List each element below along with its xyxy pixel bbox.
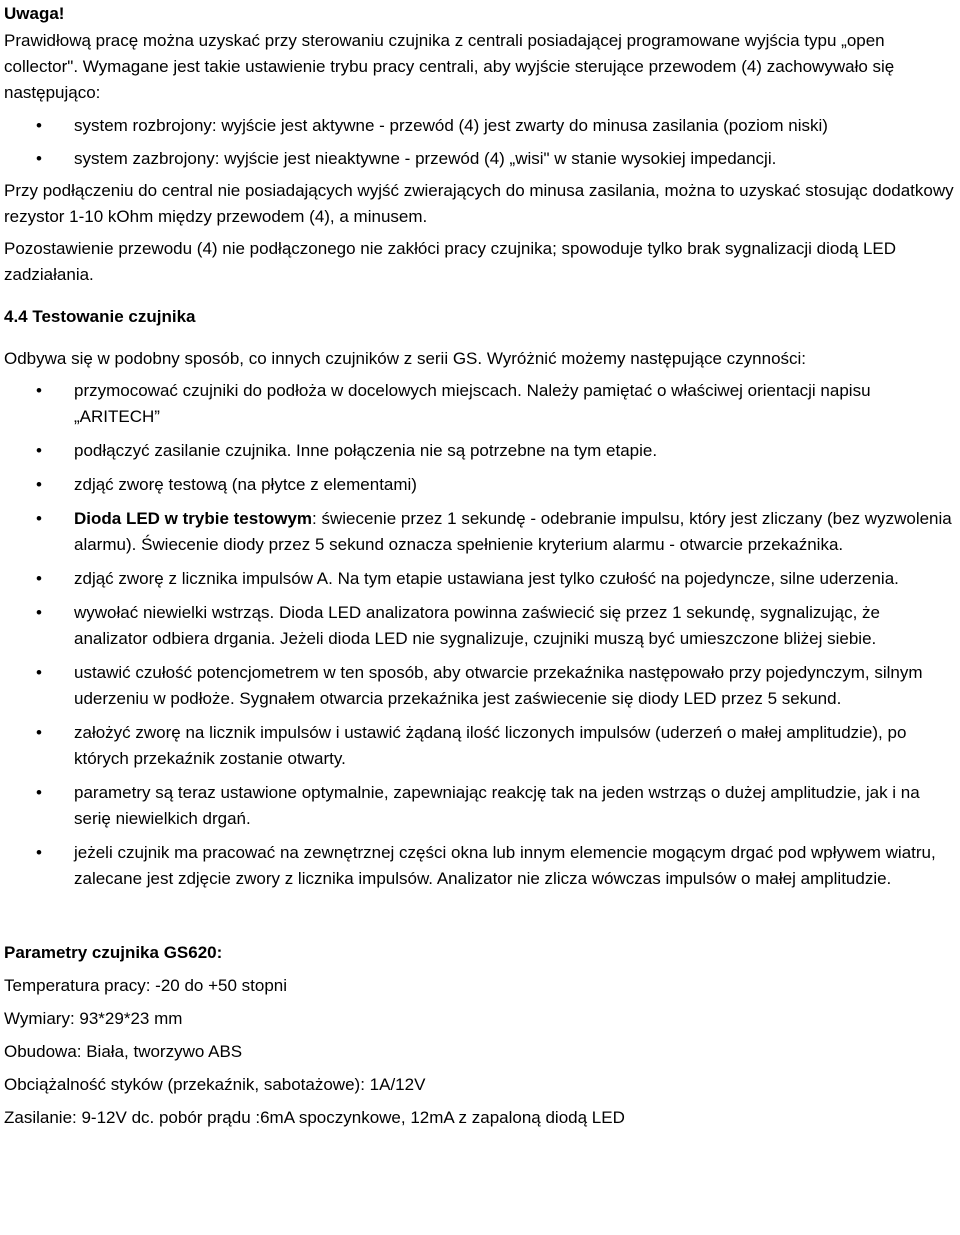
list-item-text: system zazbrojony: wyjście jest nieaktywne - przewód (4) „wisi" w stanie wysokiej impedancji.: [74, 149, 777, 168]
list-item: [4, 472, 956, 498]
bullet-icon: •: [36, 603, 42, 622]
list-item: [4, 566, 956, 592]
param-power-supply: Zasilanie: 9-12V dc. pobór prądu :6mA spoczynkowe, 12mA z zapaloną diodą LED: [4, 1108, 625, 1127]
list-item: [4, 600, 956, 652]
param-temperature: Temperatura pracy: -20 do +50 stopni: [4, 976, 288, 995]
list-item: [4, 146, 956, 172]
list-item-text: parametry są teraz ustawione optymalnie, zapewniając reakcję tak na jeden wstrząs o dużej amplitudzie, jak i na serię niewielkich drgań.: [74, 783, 920, 828]
list-item-text: wywołać niewielki wstrząs. Dioda LED analizatora powinna zaświecić się przez 1 sekundę, sygnalizując, że analizator odbiera drgania. Jeżeli dioda LED nie sygnalizuje, czujniki muszą być umieszczone bliżej siebie.: [74, 603, 880, 648]
section-title: 4.4 Testowanie czujnika: [4, 307, 196, 326]
warning-title: Uwaga!: [4, 4, 65, 23]
list-item-text: założyć zworę na licznik impulsów i ustawić żądaną ilość liczonych impulsów (uderzeń o małej amplitudzie), po których przekaźnik zostanie otwarty.: [74, 723, 907, 768]
list-item-text: ustawić czułość potencjometrem w ten sposób, aby otwarcie przekaźnika następowało przy pojedynczym, silnym uderzeniu w podłoże. Sygnałem otwarcia przekaźnika jest zaświecenie się diody LED przez 5 sekund.: [74, 663, 923, 708]
list-item-text: zdjąć zworę testową (na płytce z elementami): [74, 475, 417, 494]
params-title: Parametry czujnika GS620:: [4, 943, 223, 962]
testing-steps-list: [4, 378, 956, 892]
list-item-text: : świecenie przez 1 sekundę - odebranie impulsu, który jest zliczany (bez wyzwolenia alarmu). Świecenie diody przez 5 sekund oznacza spełnienie kryterium alarmu - otwarcie przekaźnika.: [74, 509, 952, 554]
param-housing: Obudowa: Biała, tworzywo ABS: [4, 1042, 243, 1061]
bullet-icon: •: [36, 441, 42, 460]
list-item: [4, 378, 956, 430]
list-item: [4, 660, 956, 712]
bullet-icon: •: [36, 843, 42, 862]
bullet-icon: •: [36, 116, 42, 135]
section-intro: Odbywa się w podobny sposób, co innych czujników z serii GS. Wyróżnić możemy następujące czynności:: [4, 349, 807, 368]
list-item: [4, 506, 956, 558]
list-item-text: zdjąć zworę z licznika impulsów A. Na tym etapie ustawiana jest tylko czułość na pojedyncze, silne uderzenia.: [74, 569, 899, 588]
list-item: [4, 438, 956, 464]
warning-intro: Prawidłową pracę można uzyskać przy sterowaniu czujnika z centrali posiadającej programowane wyjścia typu „open collector". Wymagane jest takie ustawienie trybu pracy centrali, aby wyjście sterujące przewodem (4) zachowywało się następująco:: [4, 31, 895, 102]
document-page: [4, 0, 956, 1131]
list-item: [4, 113, 956, 139]
list-item: [4, 840, 956, 892]
list-item: [4, 780, 956, 832]
bullet-icon: •: [36, 475, 42, 494]
bullet-icon: •: [36, 509, 42, 528]
list-item-text: podłączyć zasilanie czujnika. Inne połączenia nie są potrzebne na tym etapie.: [74, 441, 658, 460]
warning-paragraph-resistor: Przy podłączeniu do central nie posiadających wyjść zwierających do minusa zasilania, można to uzyskać stosując dodatkowy rezystor 1-10 kOhm między przewodem (4), a minusem.: [4, 181, 954, 226]
bullet-icon: •: [36, 723, 42, 742]
bullet-icon: •: [36, 381, 42, 400]
bullet-icon: •: [36, 569, 42, 588]
warning-paragraph-unconnected: Pozostawienie przewodu (4) nie podłączonego nie zakłóci pracy czujnika; spowoduje tylko brak sygnalizacji diodą LED zadziałania.: [4, 239, 897, 284]
param-contact-rating: Obciążalność styków (przekaźnik, sabotażowe): 1A/12V: [4, 1075, 426, 1094]
list-item: [4, 720, 956, 772]
bullet-icon: •: [36, 783, 42, 802]
bullet-icon: •: [36, 149, 42, 168]
list-item-text: system rozbrojony: wyjście jest aktywne - przewód (4) jest zwarty do minusa zasilania (poziom niski): [74, 116, 828, 135]
param-dimensions: Wymiary: 93*29*23 mm: [4, 1009, 183, 1028]
list-item-bold: Dioda LED w trybie testowym: [74, 509, 313, 528]
list-item-text: przymocować czujniki do podłoża w docelowych miejscach. Należy pamiętać o właściwej orientacji napisu „ARITECH”: [74, 381, 871, 426]
bullet-icon: •: [36, 663, 42, 682]
warning-list: [4, 113, 956, 172]
list-item-text: jeżeli czujnik ma pracować na zewnętrznej części okna lub innym elemencie mogącym drgać pod wpływem wiatru, zalecane jest zdjęcie zwory z licznika impulsów. Analizator nie zlicza wówczas impulsów o małej amplitudzie.: [74, 843, 936, 888]
